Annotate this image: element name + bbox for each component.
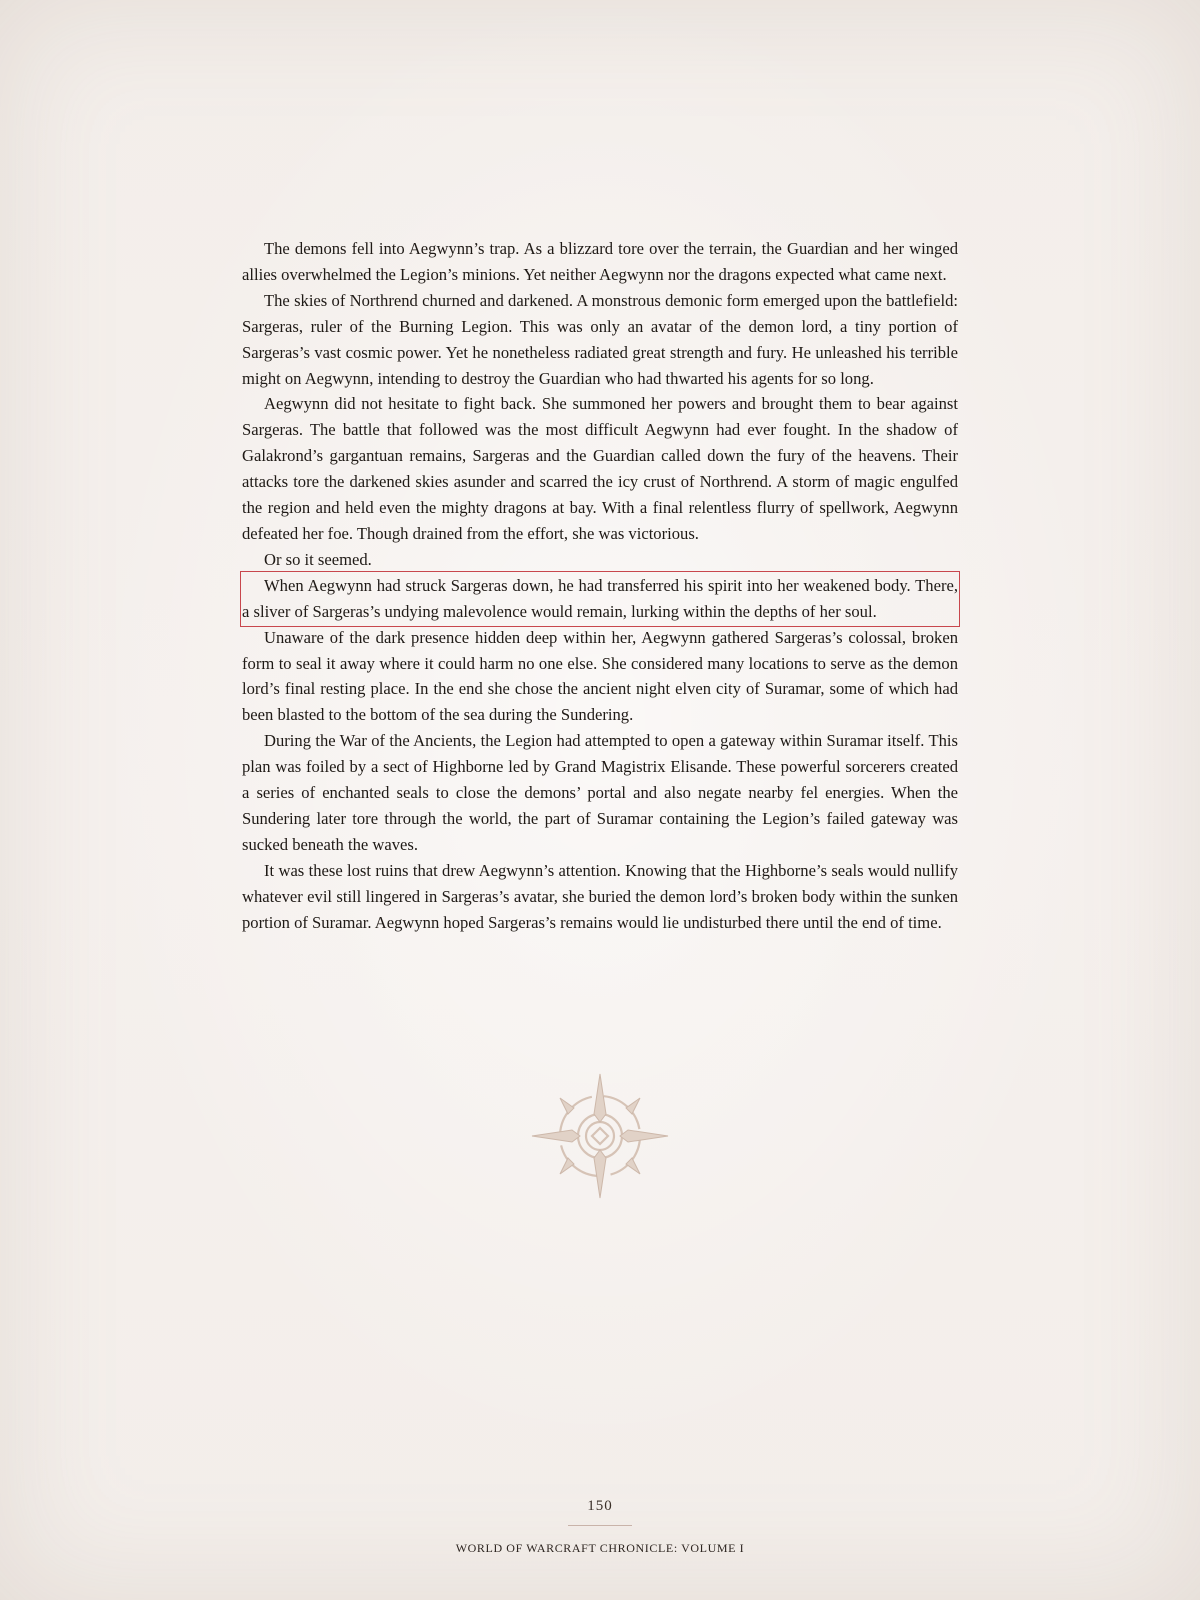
paragraph: The demons fell into Aegwynn’s trap. As a blizzard tore over the terrain, the Guardian and her winged allies overwhelmed the Legion’s minions. Yet neither Aegwynn nor the dragons expected what came next. xyxy=(242,239,958,284)
footer-divider xyxy=(568,1525,632,1526)
compass-rose-icon xyxy=(530,1072,670,1200)
paragraph: It was these lost ruins that drew Aegwynn’s attention. Knowing that the Highborne’s seals would nullify whatever evil still lingered in Sargeras’s avatar, she buried the demon lord’s broken body within the sunken portion of Suramar. Aegwynn hoped Sargeras’s remains would lie undisturbed there until the end of time. xyxy=(242,860,958,932)
paragraph: During the War of the Ancients, the Legion had attempted to open a gateway within Suramar itself. This plan was foiled by a sect of Highborne led by Grand Magistrix Elisande. These powerful sorcerers created a series of enchanted seals to close the demons’ portal and also negate nearby fel energies. When the Sundering later tore through the world, the part of Suramar containing the Legion’s failed gateway was sucked beneath the waves. xyxy=(242,731,958,854)
body-text xyxy=(242,236,958,935)
page-number: 150 xyxy=(587,1498,613,1514)
paragraph: Aegwynn did not hesitate to fight back. She summoned her powers and brought them to bear against Sargeras. The battle that followed was the most difficult Aegwynn had ever fought. In the shadow of Galakrond’s gargantuan remains, Sargeras and the Guardian called down the fury of the heavens. Their attacks tore the darkened skies asunder and scarred the icy crust of Northrend. A storm of magic engulfed the region and held even the mighty dragons at bay. With a final relentless flurry of spellwork, Aegwynn defeated her foe. Though drained from the effort, she was victorious. xyxy=(242,394,958,543)
highlighted-paragraph: When Aegwynn had struck Sargeras down, he had transferred his spirit into her weakened body. There, a sliver of Sargeras’s undying malevolence would remain, lurking within the depths of her soul. xyxy=(242,573,958,625)
paragraph: Unaware of the dark presence hidden deep within her, Aegwynn gathered Sargeras’s colossal, broken form to seal it away where it could harm no one else. She considered many locations to serve as the demon lord’s final resting place. In the end she chose the ancient night elven city of Suramar, some of which had been blasted to the bottom of the sea during the Sundering. xyxy=(242,627,958,725)
book-title: WORLD OF WARCRAFT CHRONICLE: VOLUME I xyxy=(455,1541,745,1555)
paragraph: Or so it seemed. xyxy=(264,549,372,569)
paragraph: The skies of Northrend churned and darkened. A monstrous demonic form emerged upon the battlefield: Sargeras, ruler of the Burning Legion. This was only an avatar of the demon lord, a tiny portion of Sargeras’s vast cosmic power. Yet he nonetheless radiated great strength and fury. He unleashed his terrible might on Aegwynn, intending to destroy the Guardian who had thwarted his agents for so long. xyxy=(242,290,958,388)
